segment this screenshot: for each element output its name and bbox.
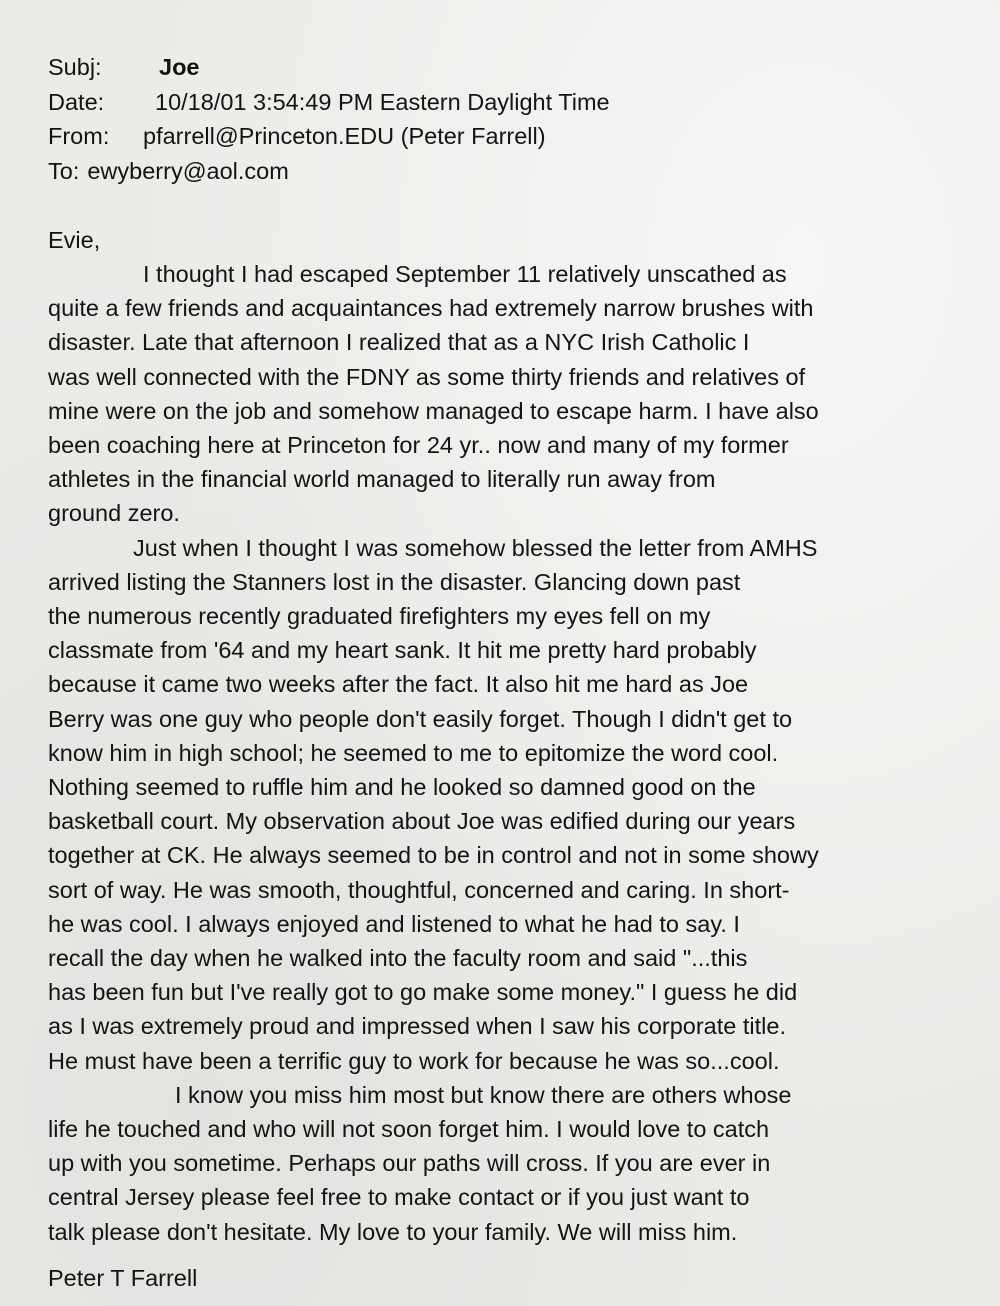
body-line: ground zero. (48, 500, 180, 527)
date-row (48, 85, 610, 120)
from-label: From: (48, 123, 110, 149)
to-label: To: (48, 157, 80, 184)
body-line: classmate from '64 and my heart sank. It hit me pretty hard probably (48, 637, 757, 664)
body-line: has been fun but I've really got to go make some money." I guess he did (48, 979, 798, 1006)
body-line: because it came two weeks after the fact. It also hit me hard as Joe (48, 671, 749, 698)
letter-body (48, 257, 993, 1249)
body-line: recall the day when he walked into the faculty room and said "...this (48, 945, 748, 972)
body-line: arrived listing the Stanners lost in the disaster. Glancing down past (48, 568, 741, 595)
body-line: I know you miss him most but know there are others whose (175, 1081, 792, 1108)
body-line: Just when I thought I was somehow blessed the letter from AMHS (133, 534, 818, 561)
body-line: sort of way. He was smooth, thoughtful, concerned and caring. In short- (48, 876, 790, 903)
subject-row (48, 50, 610, 85)
body-line: Berry was one guy who people don't easily forget. Though I didn't get to (48, 705, 793, 732)
body-line: athletes in the financial world managed to literally run away from (48, 466, 716, 493)
date-label: Date: (48, 88, 105, 115)
body-line: been coaching here at Princeton for 24 yr.. now and many of my former (48, 432, 789, 459)
subject-value: Joe (159, 54, 200, 80)
signature: Peter T Farrell (48, 1265, 198, 1291)
body-line: was well connected with the FDNY as some thirty friends and relatives of (48, 363, 806, 390)
body-line: mine were on the job and somehow managed to escape harm. I have also (48, 397, 819, 424)
body-line: as I was extremely proud and impressed when I saw his corporate title. (48, 1013, 786, 1040)
body-line: the numerous recently graduated firefighters my eyes fell on my (48, 603, 711, 630)
body-line: Nothing seemed to ruffle him and he looked so damned good on the (48, 774, 756, 801)
greeting: Evie, (48, 227, 101, 253)
from-value: pfarrell@Princeton.EDU (Peter Farrell) (143, 123, 546, 149)
email-header (48, 50, 610, 188)
body-line: I thought I had escaped September 11 relatively unscathed as (143, 261, 787, 287)
body-line: central Jersey please feel free to make contact or if you just want to (48, 1184, 750, 1211)
body-line: quite a few friends and acquaintances had extremely narrow brushes with (48, 295, 814, 322)
subject-label: Subj: (48, 54, 102, 80)
body-line: know him in high school; he seemed to me to epitomize the word cool. (48, 739, 779, 766)
body-line: together at CK. He always seemed to be in control and not in some showy (48, 842, 819, 869)
date-value: 10/18/01 3:54:49 PM Eastern Daylight Time (155, 88, 610, 115)
body-line: basketball court. My observation about Joe was edified during our years (48, 808, 796, 835)
body-line: life he touched and who will not soon forget him. I would love to catch (48, 1116, 770, 1143)
body-line: He must have been a terrific guy to work for because he was so...cool. (48, 1047, 780, 1074)
body-line: he was cool. I always enjoyed and listened to what he had to say. I (48, 910, 740, 937)
to-row (48, 154, 610, 189)
from-row (48, 119, 610, 154)
body-line: talk please don't hesitate. My love to your family. We will miss him. (48, 1218, 738, 1245)
to-value: ewyberry@aol.com (87, 157, 289, 184)
body-line: up with you sometime. Perhaps our paths will cross. If you are ever in (48, 1150, 771, 1177)
body-line: disaster. Late that afternoon I realized that as a NYC Irish Catholic I (48, 329, 750, 356)
